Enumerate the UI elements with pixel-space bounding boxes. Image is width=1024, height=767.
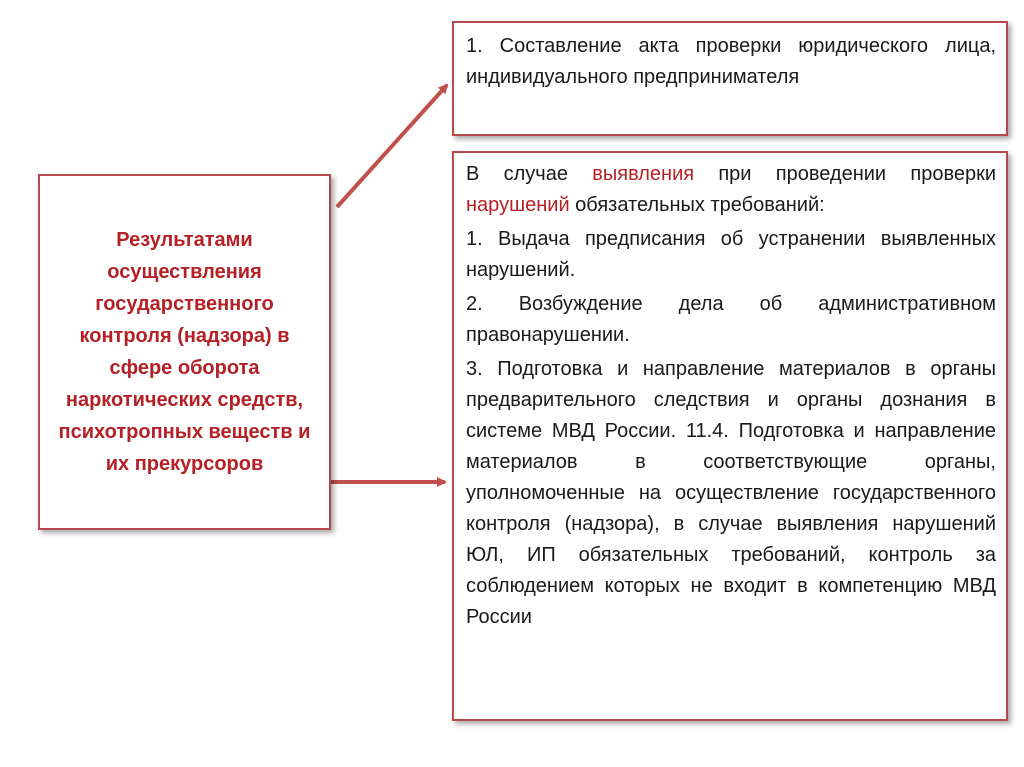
violations-intro: В случае выявления при проведении проверки нарушений обязательных требований: <box>466 163 997 216</box>
violations-item-2: 2. Возбуждение дела об административном правонарушении. <box>466 293 996 346</box>
results-box <box>38 174 331 530</box>
inspection-act-box <box>452 21 1008 136</box>
highlight-detection: выявления <box>592 163 695 185</box>
violations-box <box>452 151 1008 721</box>
inspection-act-text: 1. Составление акта проверки юридического лица, индивидуального предпринимателя <box>466 35 996 88</box>
highlight-violations: нарушений <box>466 194 570 216</box>
results-label: Результатами осуществления государственного контроля (надзора) в сфере оборота наркотических средств, психотропных веществ и их прекурсоров <box>58 229 311 475</box>
violations-item-3: 3. Подготовка и направление материалов в органы предварительного следствия и органы дознания в системе МВД России. 11.4. Подготовка и направление материалов в соответствующие органы, уполномоченные на осуществление государственного контроля (надзора), в случае выявления нарушений ЮЛ, ИП обязательных требований, контроль за соблюдением которых не входит в компетенцию МВД России <box>466 358 996 628</box>
violations-item-1: 1. Выдача предписания об устранении выявленных нарушений. <box>466 228 996 281</box>
arrow-to-top-box <box>337 85 447 207</box>
